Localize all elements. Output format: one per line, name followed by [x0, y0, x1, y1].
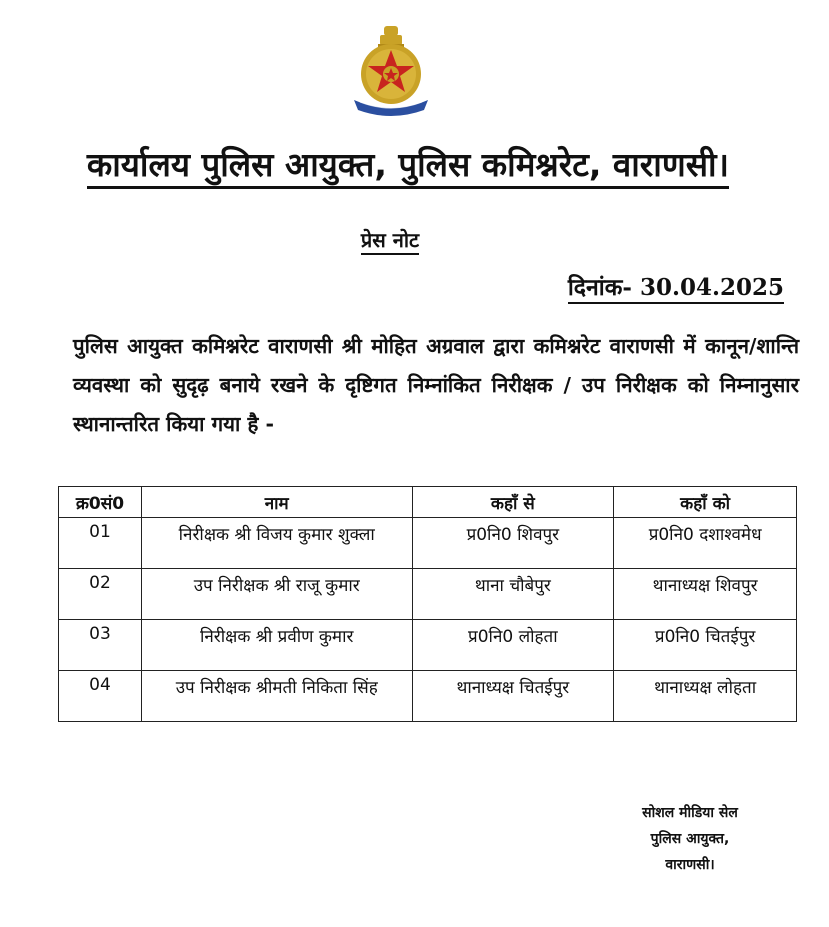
table-row — [59, 671, 797, 722]
press-note-heading: प्रेस नोट — [0, 226, 780, 254]
table-row — [59, 620, 797, 671]
cell-to: प्र0नि0 दशाश्वमेध — [614, 518, 797, 569]
body-paragraph: पुलिस आयुक्त कमिश्नरेट वाराणसी श्री मोहित अग्रवाल द्वारा कमिश्नरेट वाराणसी में कानून/शान्ति व्यवस्था को सुदृढ़ बनाये रखने के दृष्टिगत निम्नांकित निरीक्षक / उप निरीक्षक को निम्नानुसार स्थानान्तरित किया गया है - — [73, 334, 799, 436]
signature-line-office: पुलिस आयुक्त, — [650, 831, 730, 847]
cell-from: थाना चौबेपुर — [412, 569, 614, 620]
header-name: नाम — [141, 487, 412, 518]
table-header-row — [59, 487, 797, 518]
cell-name: उप निरीक्षक श्री राजू कुमार — [141, 569, 412, 620]
cell-serial: 03 — [59, 620, 142, 671]
cell-serial: 01 — [59, 518, 142, 569]
cell-serial: 02 — [59, 569, 142, 620]
table-row — [59, 569, 797, 620]
cell-from: प्र0नि0 लोहता — [412, 620, 614, 671]
cell-from: थानाध्यक्ष चितईपुर — [412, 671, 614, 722]
police-emblem-logo — [348, 22, 434, 118]
signature-line-city: वाराणसी। — [665, 857, 715, 873]
cell-to: थानाध्यक्ष लोहता — [614, 671, 797, 722]
header-to: कहाँ को — [614, 487, 797, 518]
date-line: दिनांक- 30.04.2025 — [568, 272, 784, 304]
signature-line-dept: सोशल मीडिया सेल — [642, 805, 738, 821]
transfer-table — [58, 486, 797, 722]
table-row — [59, 518, 797, 569]
cell-serial: 04 — [59, 671, 142, 722]
header-from: कहाँ से — [412, 487, 614, 518]
office-title: कार्यालय पुलिस आयुक्त, पुलिस कमिश्नरेट, वाराणसी। — [0, 143, 816, 187]
cell-name: निरीक्षक श्री विजय कुमार शुक्ला — [141, 518, 412, 569]
cell-from: प्र0नि0 शिवपुर — [412, 518, 614, 569]
header-serial: क्र0सं0 — [59, 487, 142, 518]
cell-to: थानाध्यक्ष शिवपुर — [614, 569, 797, 620]
cell-name: उप निरीक्षक श्रीमती निकिता सिंह — [141, 671, 412, 722]
cell-name: निरीक्षक श्री प्रवीण कुमार — [141, 620, 412, 671]
cell-to: प्र0नि0 चितईपुर — [614, 620, 797, 671]
signature-block — [600, 800, 780, 878]
